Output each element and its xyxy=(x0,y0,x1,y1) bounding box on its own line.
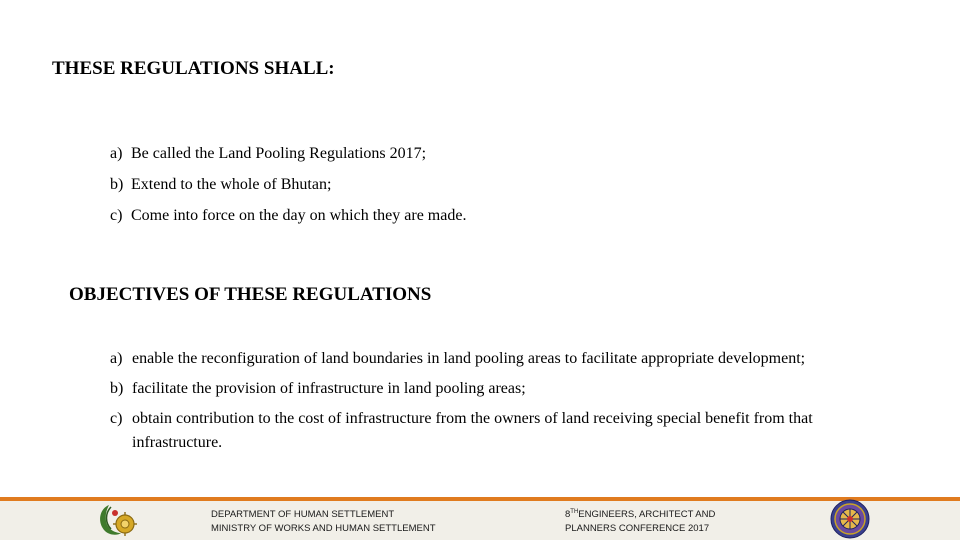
conference-number: 8 xyxy=(565,509,571,520)
list-marker: c) xyxy=(110,410,123,427)
regulations-heading: THESE REGULATIONS SHALL: xyxy=(52,58,335,79)
objectives-list xyxy=(110,347,870,461)
list-item-text: Extend to the whole of Bhutan; xyxy=(131,176,332,193)
list-item-text: enable the reconfiguration of land boundaries in land pooling areas to facilitate appropriate development; xyxy=(132,350,806,367)
conference-text xyxy=(565,508,715,536)
list-item-text: facilitate the provision of infrastructure in land pooling areas; xyxy=(132,380,526,397)
list-marker: b) xyxy=(110,380,124,397)
list-item xyxy=(110,377,870,401)
list-item xyxy=(110,347,870,371)
list-marker: a) xyxy=(110,145,123,162)
regulations-list xyxy=(110,138,466,231)
conference-title: ENGINEERS, ARCHITECT AND xyxy=(578,509,716,520)
objectives-heading: OBJECTIVES OF THESE REGULATIONS xyxy=(69,284,432,305)
list-item xyxy=(110,169,466,200)
list-marker: b) xyxy=(110,176,124,193)
conference-ordinal: TH xyxy=(570,508,579,515)
conference-line-1 xyxy=(565,508,715,522)
list-marker: a) xyxy=(110,350,123,367)
list-item-text: obtain contribution to the cost of infrastructure from the owners of land receiving special benefit from that infrastructure. xyxy=(132,410,813,451)
list-item xyxy=(110,407,870,455)
department-text xyxy=(211,508,436,536)
list-item-text: Come into force on the day on which they are made. xyxy=(131,207,467,224)
conference-seal-icon xyxy=(828,499,872,539)
list-item-text: Be called the Land Pooling Regulations 2017; xyxy=(131,145,427,162)
footer xyxy=(0,497,960,540)
ministry-name: MINISTRY OF WORKS AND HUMAN SETTLEMENT xyxy=(211,523,436,534)
list-marker: c) xyxy=(110,207,123,224)
list-item xyxy=(110,200,466,231)
ministry-emblem-icon xyxy=(95,499,141,539)
conference-line-2: PLANNERS CONFERENCE 2017 xyxy=(565,523,710,534)
list-item xyxy=(110,138,466,169)
footer-accent-bar xyxy=(0,497,960,501)
department-name: DEPARTMENT OF HUMAN SETTLEMENT xyxy=(211,509,395,520)
